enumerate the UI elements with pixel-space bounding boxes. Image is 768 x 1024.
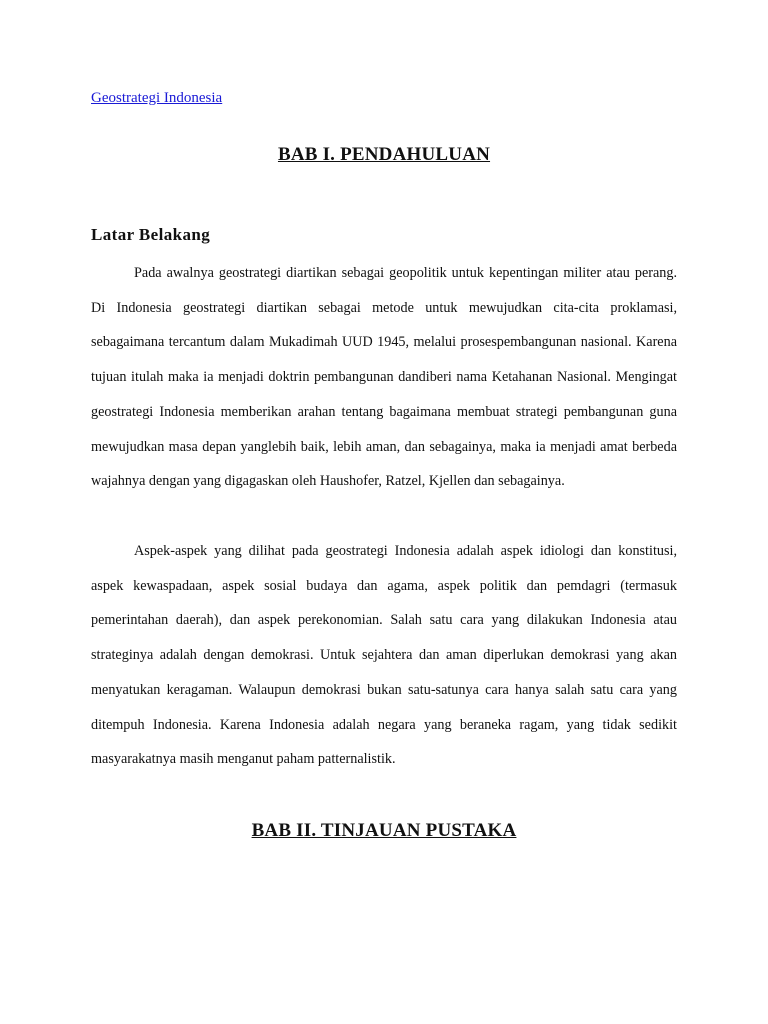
section-heading-latar-belakang: Latar Belakang: [91, 225, 211, 244]
document-title-link[interactable]: Geostrategi Indonesia: [91, 90, 223, 106]
paragraph-1: Pada awalnya geostrategi diartikan sebagai geopolitik untuk kepentingan militer atau perang. Di Indonesia geostrategi diartikan sebagai metode untuk mewujudkan cita-cita proklamasi, sebagaimana tercantum dalam Mukadimah UUD 1945, melalui prosespembangunan nasional. Karena tujuan itulah maka ia menjadi doktrin pembangunan dandiberi nama Ketahanan Nasional. Mengingat geostrategi Indonesia memberikan arahan tentang bagaimana membuat strategi pembangunan guna mewujudkan masa depan yanglebih baik, lebih aman, dan sebagainya, maka ia menjadi amat berbeda wajahnya dengan yang digagaskan oleh Haushofer, Ratzel, Kjellen dan sebagainya.: [91, 265, 677, 490]
chapter-2-title: BAB II. TINJAUAN PUSTAKA: [251, 820, 517, 841]
chapter-1-title: BAB I. PENDAHULUAN: [277, 144, 491, 165]
paragraph-2: Aspek-aspek yang dilihat pada geostrategi Indonesia adalah aspek idiologi dan konstitusi, aspek kewaspadaan, aspek sosial budaya dan agama, aspek politik dan pemdagri (termasuk pemerintahan daerah), dan aspek perekonomian. Salah satu cara yang dilakukan Indonesia atau strateginya adalah dengan demokrasi. Untuk sejahtera dan aman diperlukan demokrasi yang akan menyatukan keragaman. Walaupun demokrasi bukan satu-satunya cara hanya salah satu cara yang ditempuh Indonesia. Karena Indonesia adalah negara yang beraneka ragam, yang tidak sedikit masyarakatnya masih menganut paham patternalistik.: [91, 543, 677, 768]
